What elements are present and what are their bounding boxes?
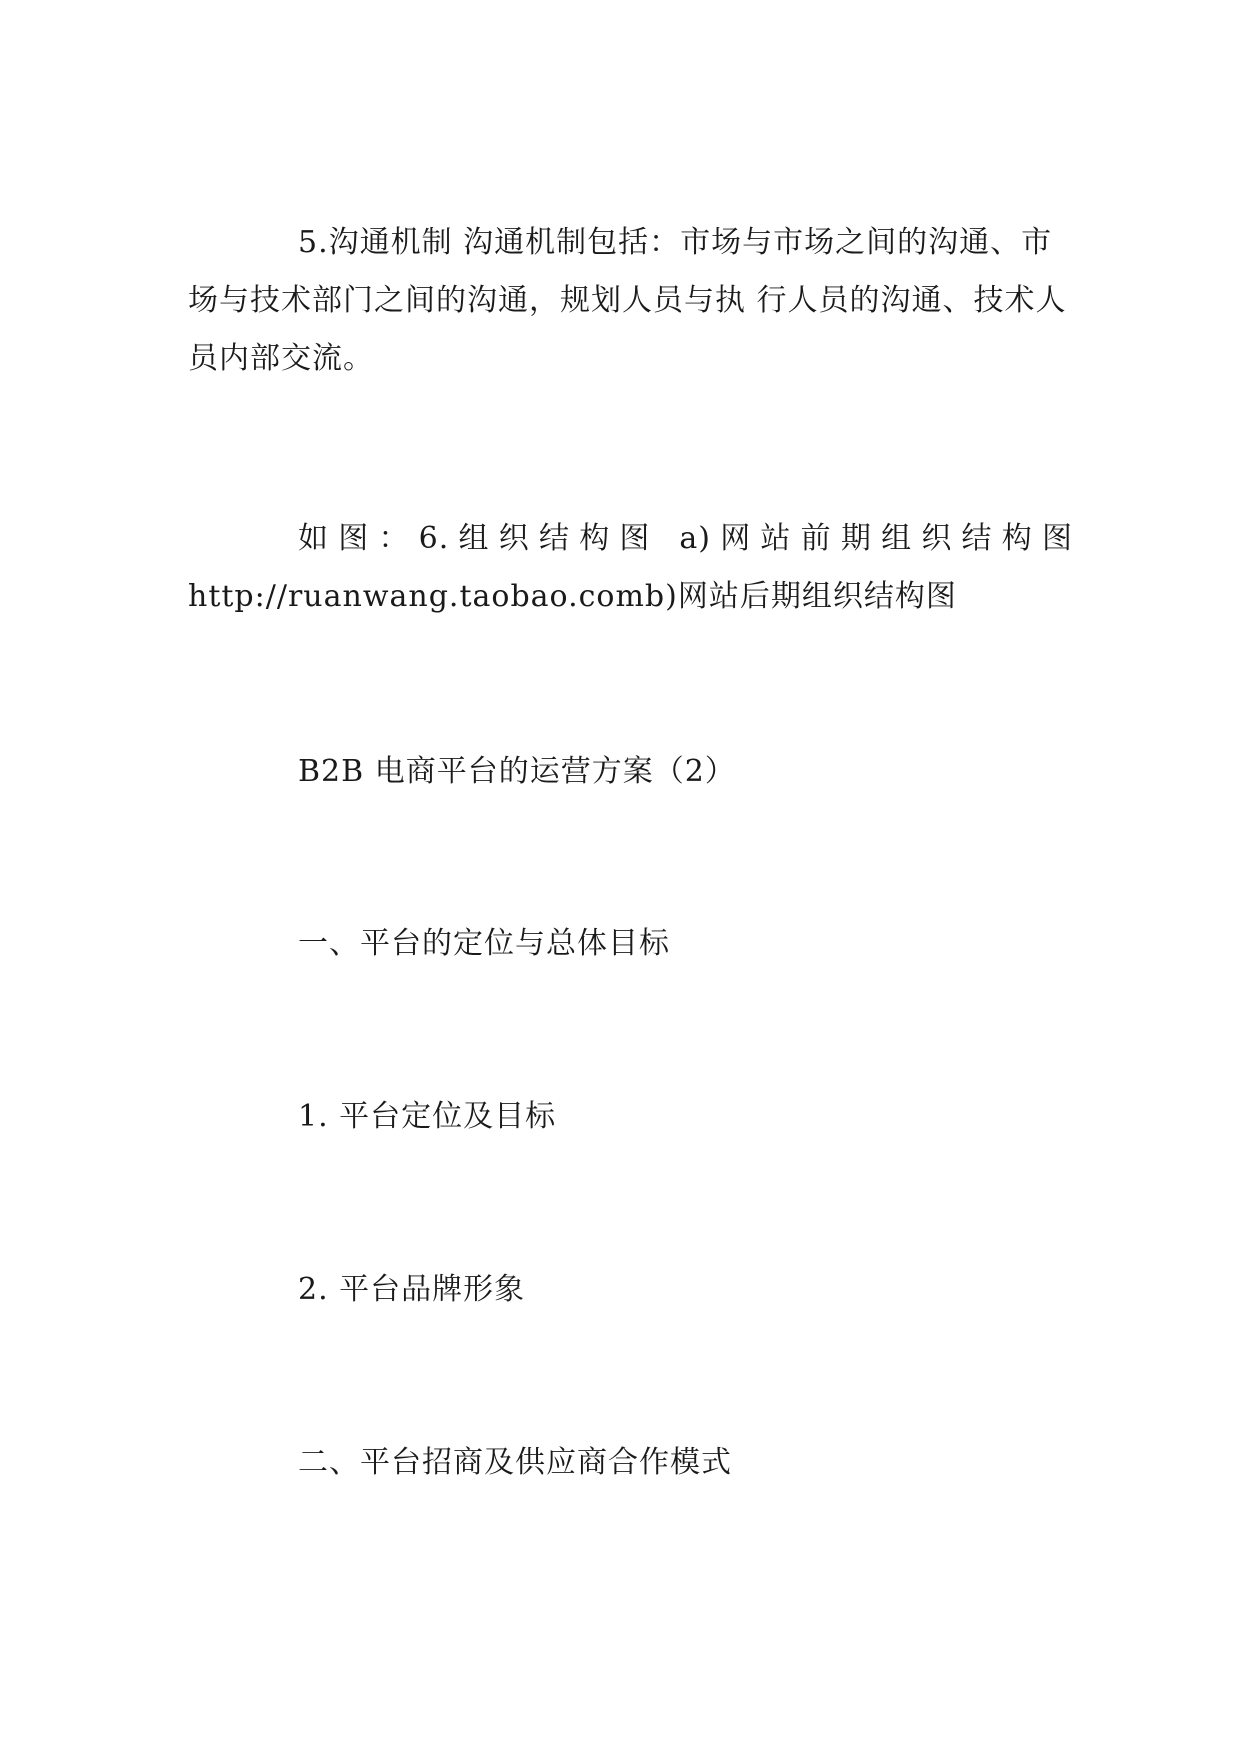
section-heading-1: 一、平台的定位与总体目标 — [298, 926, 670, 961]
paragraph-org-chart: 如图：6.组织结构图 a)网站前期组织结构图 http://ruanwang.taobao.comb)网站后期组织结构图 — [188, 521, 1073, 614]
list-item-2: 2. 平台品牌形象 — [298, 1272, 526, 1307]
section-heading-2: 二、平台招商及供应商合作模式 — [298, 1445, 732, 1480]
paragraph-communication-mechanism: 5.沟通机制 沟通机制包括：市场与市场之间的沟通、市场与技术部门之间的沟通，规划人员与执 行人员的沟通、技术人员内部交流。 — [188, 225, 1067, 376]
list-item-1: 1. 平台定位及目标 — [298, 1099, 557, 1134]
document-title: B2B 电商平台的运营方案（2） — [298, 754, 736, 789]
